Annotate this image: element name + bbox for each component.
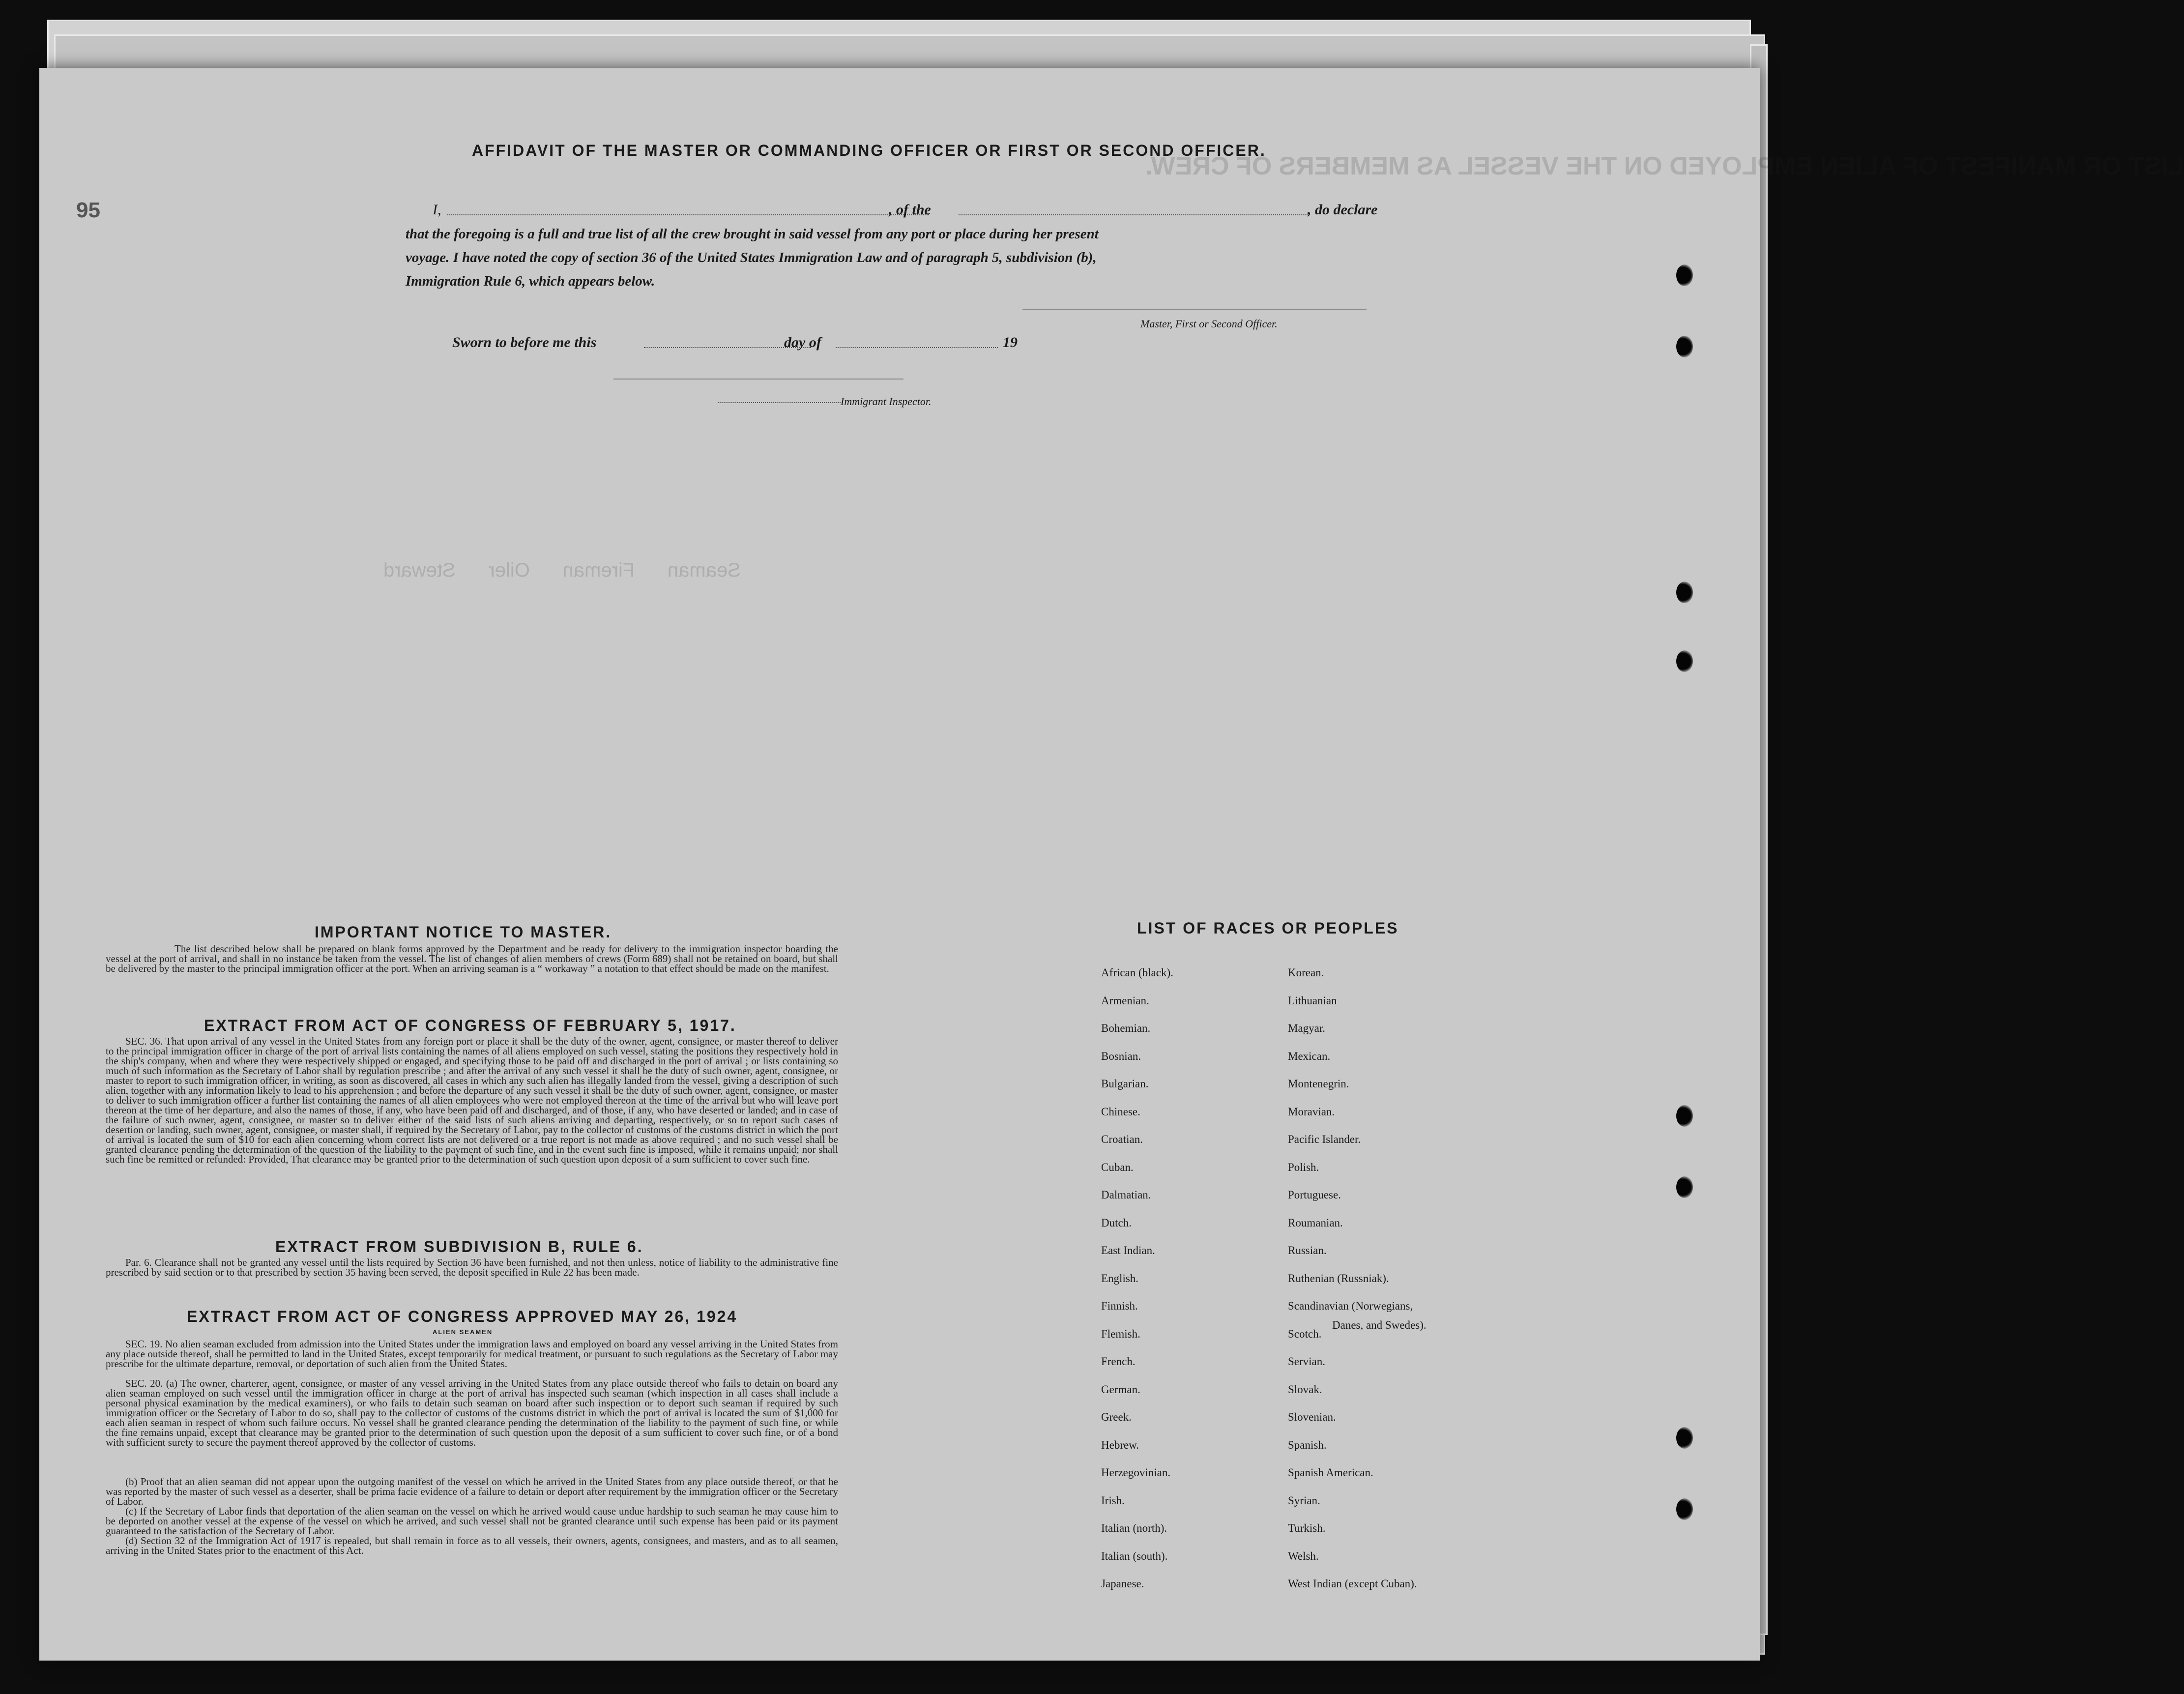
punch-hole	[1676, 1427, 1693, 1449]
race-item: Lithuanian	[1288, 994, 1337, 1007]
punch-hole	[1676, 336, 1693, 357]
race-item: African (black).	[1101, 966, 1173, 979]
extract-rule6-heading: EXTRACT FROM SUBDIVISION B, RULE 6.	[275, 1238, 643, 1256]
race-item: Pacific Islander.	[1288, 1133, 1361, 1145]
affidavit-body-line2: voyage. I have noted the copy of section 36 of the United States Immigration Law and of paragraph 5, subdivision (b),	[406, 250, 1097, 265]
extract-1924-sec20b: (b) Proof that an alien seaman did not appear upon the outgoing manifest of the vessel on which he arrived in the United States from any place outside thereof, or that he was reported by the master of such vessel as a deserter, shall be prima facie evidence of a failure to detain or deport after requirement by the immigration officer or the Secretary of Labor.	[106, 1476, 838, 1507]
race-item: Bohemian.	[1101, 1022, 1151, 1034]
race-item: Servian.	[1288, 1355, 1326, 1368]
race-item: Italian (north).	[1101, 1522, 1167, 1534]
important-notice-heading: IMPORTANT NOTICE TO MASTER.	[315, 923, 612, 941]
race-item: Japanese.	[1101, 1577, 1144, 1590]
punch-hole	[1676, 1105, 1693, 1127]
margin-number: 95	[76, 198, 100, 222]
race-item: Polish.	[1288, 1161, 1319, 1173]
extract-1924-sec19: SEC. 19. No alien seaman excluded from admission into the United States under the immigration laws and employed on board any vessel arriving in the United States from any place outside thereof, shall be permitted to land in the United States, except temporarily for medical treatment, or pursuant to such regulations as the Secretary of Labor may prescribe for the ultimate departure, removal, or deportation of such alien from the United States.	[106, 1338, 838, 1370]
signature-blank	[1022, 309, 1367, 310]
inspector-dotted-blank	[718, 402, 841, 403]
races-heading: LIST OF RACES OR PEOPLES	[1137, 919, 1399, 937]
punch-hole	[1676, 650, 1693, 672]
race-item: Cuban.	[1101, 1161, 1134, 1173]
year-prefix: 19	[1003, 334, 1018, 350]
race-item: Roumanian.	[1288, 1216, 1343, 1229]
extract-1917-heading: EXTRACT FROM ACT OF CONGRESS OF FEBRUARY 5, 1917.	[204, 1017, 736, 1034]
extract-1924-sec20a: SEC. 20. (a) The owner, charterer, agent, consignee, or master of any vessel arriving in the United States from any place outside thereof who fails to detain on board any alien seaman employed on such vessel until the immigration officer in charge at the port of arrival has inspected such seaman (which inspection in all cases shall include a personal physical examination by the medical examiners), or who fails to detain such seaman on board after such inspection or to deport such seaman if required by such immigration officer or the Secretary of Labor to do so, shall pay to the collector of customs of the customs district in which the port of arrival is located the sum of $1,000 for each alien seaman in respect of whom such failure occurs. No vessel shall be granted clearance pending the determination of the liability to the payment of such fine, or while the fine remains unpaid, except that clearance may be granted prior to the determination of such question upon the deposit of a sum sufficient to cover such fine, or of a bond with sufficient surety to secure the payment thereof approved by the collector of customs.	[106, 1377, 838, 1448]
race-item: Greek.	[1101, 1411, 1132, 1423]
inspector-signature-blank	[613, 379, 903, 380]
sworn-month-blank	[836, 347, 998, 348]
race-item: East Indian.	[1101, 1244, 1155, 1256]
race-item: Flemish.	[1101, 1327, 1140, 1340]
name-blank	[447, 214, 929, 215]
race-item: Herzegovinian.	[1101, 1466, 1171, 1479]
punch-hole	[1676, 1176, 1693, 1198]
race-item: Bosnian.	[1101, 1050, 1141, 1062]
race-item: English.	[1101, 1272, 1139, 1285]
alien-seamen-subheading: ALIEN SEAMEN	[433, 1328, 493, 1336]
affidavit-heading: AFFIDAVIT OF THE MASTER OR COMMANDING OFFICER OR FIRST OR SECOND OFFICER.	[472, 142, 1266, 159]
race-item: German.	[1101, 1383, 1140, 1396]
sworn-label: Sworn to before me this	[452, 334, 597, 350]
race-item: Moravian.	[1288, 1105, 1335, 1118]
bleed-through-text: Seaman Fireman Oiler Steward	[383, 559, 741, 581]
important-notice-text: The list described below shall be prepared on blank forms approved by the Department and be ready for delivery to the immigration inspector boarding the vessel at the port of arrival, and shall in no instance be taken from the vessel. The list of changes of alien members of crews (Form 689) shall not be retained on board, but shall be delivered by the master to the principal immigration officer at the port. When an arriving seaman is a “ workaway ” a notation to that effect should be made on the manifest.	[106, 943, 838, 974]
punch-hole	[1676, 264, 1693, 286]
race-item: Spanish American.	[1288, 1466, 1373, 1479]
inspector-caption: Immigrant Inspector.	[841, 395, 932, 408]
race-item: Italian (south).	[1101, 1549, 1168, 1562]
bleed-through-text: LIST OR MANIFEST OF ALIEN EMPLOYED ON THE VESSEL AS MEMBERS OF CREW.	[1145, 152, 2184, 180]
race-item: Spanish.	[1288, 1438, 1327, 1451]
race-item: Syrian.	[1288, 1494, 1320, 1507]
races-right-column	[1288, 966, 1417, 1606]
race-item: Bulgarian.	[1101, 1078, 1149, 1090]
race-item-continuation: Danes, and Swedes).	[1332, 1319, 1427, 1331]
race-item: Irish.	[1101, 1494, 1125, 1507]
vessel-blank	[959, 214, 1308, 215]
affidavit-i-label: I,	[433, 202, 441, 218]
race-item: Hebrew.	[1101, 1438, 1139, 1451]
signature-caption: Master, First or Second Officer.	[1140, 318, 1278, 330]
race-item: Welsh.	[1288, 1549, 1319, 1562]
races-left-column	[1101, 966, 1173, 1606]
document-page	[39, 68, 2184, 1661]
extract-1924-sec20d: (d) Section 32 of the Immigration Act of 1917 is repealed, but shall remain in force as to all vessels, their owners, agents, consignees, and masters, and as to all seamen, arriving in the United States prior to the enactment of this Act.	[106, 1535, 838, 1556]
race-item: Montenegrin.	[1288, 1078, 1349, 1090]
extract-1924-sec20c: (c) If the Secretary of Labor finds that deportation of the alien seaman on the vessel on which he arrived would cause undue hardship to such seaman he may cause him to be deported on another vessel at the expense of the vessel on which he arrived, and such vessel shall not be granted clearance until such expense has been paid or its payment guaranteed to the satisfaction of the Secretary of Labor.	[106, 1505, 838, 1537]
race-item: Turkish.	[1288, 1522, 1326, 1534]
punch-hole	[1676, 582, 1693, 603]
affidavit-body-line3: Immigration Rule 6, which appears below.	[406, 273, 655, 289]
affidavit-of-the-label: , of the	[889, 202, 931, 218]
race-item: Dutch.	[1101, 1216, 1132, 1229]
race-item: Slovak.	[1288, 1383, 1322, 1396]
race-item: Russian.	[1288, 1244, 1327, 1256]
race-item: Croatian.	[1101, 1133, 1143, 1145]
race-item: Slovenian.	[1288, 1411, 1336, 1423]
extract-rule6-text: Par. 6. Clearance shall not be granted any vessel until the lists required by Section 36 have been furnished, and not then unless, notice of liability to the administrative fine prescribed by said section or to that prescribed by section 35 having been served, the deposit specified in Rule 22 has been made.	[106, 1256, 838, 1278]
race-item: Scotch.	[1288, 1327, 1322, 1340]
race-item: West Indian (except Cuban).	[1288, 1577, 1417, 1590]
affidavit-body-line1: that the foregoing is a full and true list of all the crew brought in said vessel from any port or place during her present	[406, 226, 1099, 242]
affidavit-do-declare: , do declare	[1308, 202, 1378, 218]
race-item: Scandinavian (Norwegians,	[1288, 1300, 1413, 1312]
race-item: Dalmatian.	[1101, 1189, 1151, 1201]
day-of-label: day of	[784, 334, 821, 350]
race-item: Chinese.	[1101, 1105, 1140, 1118]
race-item: Mexican.	[1288, 1050, 1331, 1062]
race-item: Magyar.	[1288, 1022, 1326, 1034]
extract-1924-heading: EXTRACT FROM ACT OF CONGRESS APPROVED MAY 26, 1924	[187, 1308, 738, 1325]
race-item: Armenian.	[1101, 994, 1149, 1007]
extract-1917-text: SEC. 36. That upon arrival of any vessel in the United States from any foreign port or place it shall be the duty of the owner, agent, consignee, or master thereof to deliver to the principal immigration officer in charge of the port of arrival lists containing the names of all aliens employed on such vessel, stating the positions they respectively hold in the ship's company, when and where they were respectively shipped or engaged, and specifying those to be paid off and discharged in the port of arrival ; or lists containing so much of such information as the Secretary of Labor shall by regulation prescribe ; and after the arrival of any such vessel it shall be the duty of such owner, agent, consignee, or master to report to such immigration officer, in writing, as soon as discovered, all cases in which any such alien has illegally landed from the vessel, giving a description of such alien, together with any information likely to lead to his apprehension ; and before the departure of any such vessel it shall be the duty of such owner, agent, consignee, or master to deliver to such immigration officer a further list containing the names of all alien employees who were not employed thereon at the time of the arrival but who will leave port thereon at the time of her departure, and also the names of those, if any, who have been paid off and discharged, and of those, if any, who have deserted or landed; and in case of the failure of such owner, agent, consignee, or master so to deliver either of the said lists of such aliens arriving and departing, respectively, or so to report such cases of desertion or landing, such owner, agent, consignee, or master shall, if required by the Secretary of Labor, pay to the collector of customs of the customs district in which the port of arrival is located the sum of $10 for each alien concerning whom correct lists are not delivered or a true report is not made as above required ; and no such vessel shall be granted clearance pending the determination of the question of the liability to the payment of such fine, and in the event such fine is imposed, while it remains unpaid; nor shall such fine be remitted or refunded: Provided, That clearance may be granted prior to the determination of such question upon deposit of a sum sufficient to cover such fine.	[106, 1035, 838, 1165]
punch-hole	[1676, 1498, 1693, 1520]
race-item: Finnish.	[1101, 1300, 1138, 1312]
race-item: Portuguese.	[1288, 1189, 1341, 1201]
race-item: Korean.	[1288, 966, 1324, 979]
race-item: Ruthenian (Russniak).	[1288, 1272, 1389, 1285]
race-item: French.	[1101, 1355, 1136, 1368]
